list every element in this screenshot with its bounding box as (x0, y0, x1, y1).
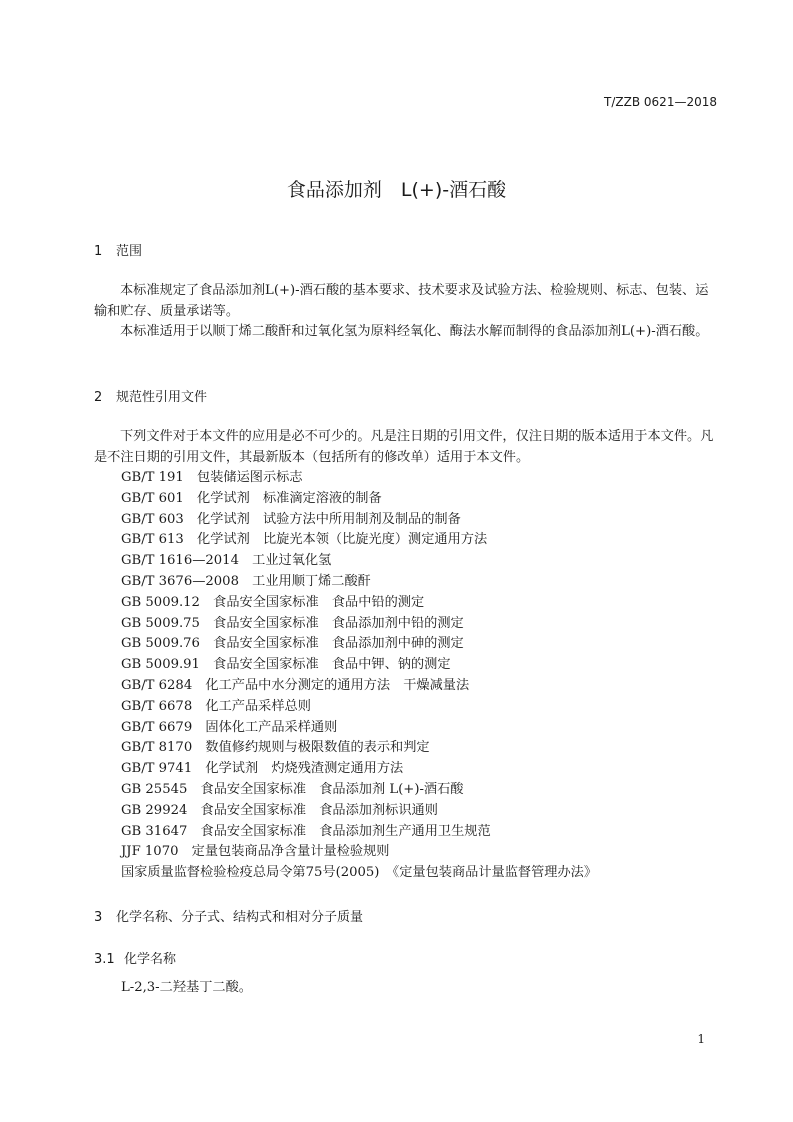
scope-paragraph-1: 本标准规定了食品添加剂L(+)-酒石酸的基本要求、技术要求及试验方法、检验规则、标志、包装、运输和贮存、质量承诺等。 (94, 283, 709, 319)
section-title: 范围 (116, 244, 143, 259)
reference-item: GB/T 1616—2014 工业过氧化氢 (121, 553, 332, 569)
reference-item: GB 5009.91 食品安全国家标准 食品中钾、钠的测定 (121, 657, 451, 673)
chemical-name-text: L-2,3-二羟基丁二酸。 (121, 980, 252, 995)
section-number: 3 (94, 910, 103, 925)
reference-item: 国家质量监督检验检疫总局令第75号(2005) 《定量包装商品计量监督管理办法》 (121, 865, 598, 881)
section-heading-2 (94, 386, 207, 405)
reference-item: GB/T 6284 化工产品中水分测定的通用方法 干燥减量法 (121, 677, 470, 693)
reference-item: GB/T 9741 化学试剂 灼烧残渣测定通用方法 (121, 761, 404, 777)
reference-item: GB/T 191 包装储运图示标志 (121, 470, 303, 485)
section-heading-3 (94, 906, 363, 925)
reference-item: GB/T 8170 数值修约规则与极限数值的表示和判定 (121, 740, 430, 756)
section-number: 1 (94, 244, 103, 259)
reference-item: GB/T 601 化学试剂 标准滴定溶液的制备 (121, 490, 382, 506)
subsection-title: 化学名称 (124, 952, 177, 967)
section-heading-1 (94, 240, 142, 259)
reference-item: GB/T 6678 化工产品采样总则 (121, 698, 311, 714)
reference-item: GB 29924 食品安全国家标准 食品添加剂标识通则 (121, 802, 438, 818)
references-intro: 下列文件对于本文件的应用是必不可少的。凡是注日期的引用文件，仅注日期的版本适用于本文件。凡是不注日期的引用文件，其最新版本（包括所有的修改单）适用于本文件。 (94, 429, 714, 465)
reference-item: GB 31647 食品安全国家标准 食品添加剂生产通用卫生规范 (121, 823, 491, 839)
reference-item: GB/T 3676—2008 工业用顺丁烯二酸酐 (121, 573, 371, 589)
page-title: 食品添加剂 L(+)-酒石酸 (286, 179, 507, 201)
reference-item: JJF 1070 定量包装商品净含量计量检验规则 (121, 844, 390, 860)
section-title: 规范性引用文件 (116, 390, 208, 405)
section-title: 化学名称、分子式、结构式和相对分子质量 (116, 910, 364, 925)
reference-item: GB 5009.12 食品安全国家标准 食品中铅的测定 (121, 594, 425, 610)
reference-item: GB 5009.75 食品安全国家标准 食品添加剂中铅的测定 (121, 615, 464, 631)
reference-item: GB/T 613 化学试剂 比旋光本领（比旋光度）测定通用方法 (121, 532, 488, 548)
subsection-number: 3.1 (94, 952, 115, 967)
reference-item: GB 5009.76 食品安全国家标准 食品添加剂中砷的测定 (121, 636, 464, 652)
subsection-heading-3-1 (94, 948, 176, 967)
reference-list (121, 468, 597, 884)
reference-item: GB/T 6679 固体化工产品采样通则 (121, 719, 338, 735)
document-code: T/ZZB 0621—2018 (604, 95, 717, 109)
scope-paragraph-2: 本标准适用于以顺丁烯二酸酐和过氧化氢为原料经氧化、酶法水解而制得的食品添加剂L(+)-酒石酸。 (120, 324, 709, 339)
section-number: 2 (94, 390, 103, 405)
reference-item: GB/T 603 化学试剂 试验方法中所用制剂及制品的制备 (121, 511, 461, 527)
reference-item: GB 25545 食品安全国家标准 食品添加剂 L(+)-酒石酸 (121, 781, 464, 797)
page-number: 1 (697, 1032, 705, 1046)
